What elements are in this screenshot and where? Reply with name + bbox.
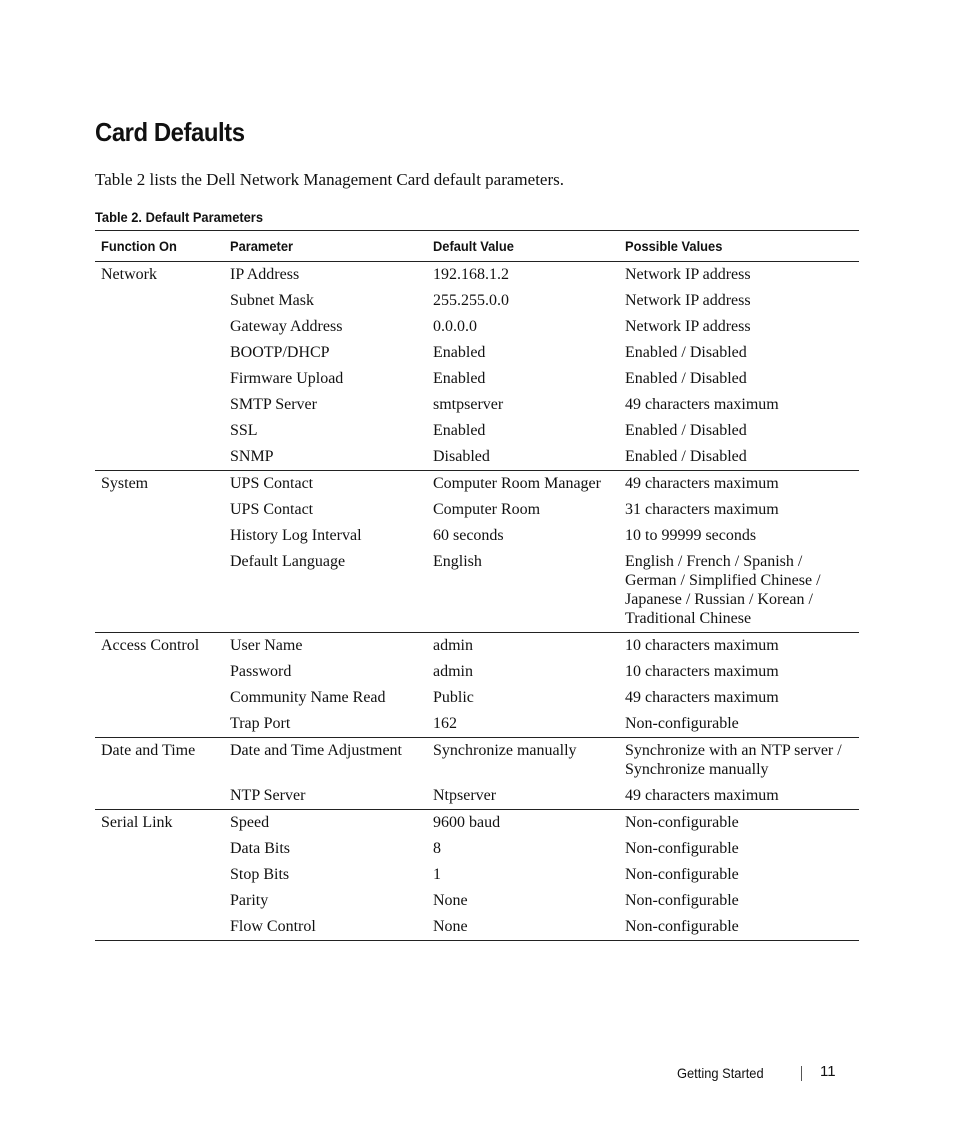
cell-default-value: 255.255.0.0 bbox=[433, 292, 509, 309]
cell-default-value: None bbox=[433, 892, 468, 909]
cell-default-value: Enabled bbox=[433, 422, 486, 439]
cell-default-value: 1 bbox=[433, 866, 441, 883]
header-label: Default Value bbox=[433, 238, 514, 254]
cell-function bbox=[95, 549, 224, 633]
table-row bbox=[95, 340, 859, 366]
cell-possible-values: Enabled / Disabled bbox=[625, 370, 747, 387]
cell-parameter: Community Name Read bbox=[230, 689, 386, 706]
cell-function bbox=[95, 685, 224, 711]
table-row bbox=[95, 444, 859, 471]
cell-function bbox=[95, 418, 224, 444]
cell-parameter: Stop Bits bbox=[230, 866, 290, 883]
cell-parameter: NTP Server bbox=[224, 783, 427, 810]
table-row bbox=[95, 659, 859, 685]
cell-parameter: Default Language bbox=[224, 549, 427, 633]
cell-function bbox=[95, 836, 224, 862]
cell-parameter: IP Address bbox=[230, 266, 300, 283]
cell-possible-values: Enabled / Disabled bbox=[625, 422, 747, 439]
table-row bbox=[95, 862, 859, 888]
cell-parameter: Gateway Address bbox=[230, 318, 343, 335]
cell-default-value: 8 bbox=[433, 840, 441, 857]
cell-function bbox=[95, 862, 224, 888]
cell-possible-values: Synchronize with an NTP server / Synchronize manually bbox=[625, 742, 842, 778]
table-row bbox=[95, 738, 859, 784]
cell-parameter: Flow Control bbox=[224, 914, 427, 941]
cell-function bbox=[95, 783, 224, 810]
cell-parameter: SSL bbox=[230, 422, 258, 439]
table-row bbox=[95, 523, 859, 549]
cell-function bbox=[95, 888, 224, 914]
cell-parameter: Speed bbox=[230, 814, 270, 831]
cell-function bbox=[95, 288, 224, 314]
cell-default-value: smtpserver bbox=[433, 396, 504, 413]
cell-default-value: None bbox=[427, 914, 619, 941]
cell-function: Serial Link bbox=[101, 814, 173, 831]
table-row bbox=[95, 392, 859, 418]
cell-function bbox=[95, 340, 224, 366]
cell-possible-values: Non-configurable bbox=[625, 840, 739, 857]
cell-default-value: Ntpserver bbox=[427, 783, 619, 810]
cell-parameter: Date and Time Adjustment bbox=[230, 742, 402, 759]
cell-parameter: Password bbox=[230, 663, 292, 680]
table-row bbox=[95, 810, 859, 837]
cell-possible-values: Non-configurable bbox=[625, 814, 739, 831]
cell-function: System bbox=[101, 475, 149, 492]
cell-possible-values: Non-configurable bbox=[625, 892, 739, 909]
table-row bbox=[95, 711, 859, 738]
default-parameters-table bbox=[95, 230, 859, 941]
table-row bbox=[95, 633, 859, 660]
cell-possible-values: English / French / Spanish / German / Simplified Chinese / Japanese / Russian / Korean / Traditional Chinese bbox=[619, 549, 859, 633]
cell-function bbox=[95, 659, 224, 685]
cell-function bbox=[95, 497, 224, 523]
cell-possible-values: 49 characters maximum bbox=[625, 689, 779, 706]
cell-possible-values: Non-configurable bbox=[625, 866, 739, 883]
cell-possible-values: 49 characters maximum bbox=[625, 475, 779, 492]
cell-possible-values: Network IP address bbox=[625, 318, 751, 335]
cell-possible-values: Enabled / Disabled bbox=[619, 444, 859, 471]
table-row bbox=[95, 497, 859, 523]
cell-parameter: Firmware Upload bbox=[230, 370, 344, 387]
cell-function bbox=[95, 523, 224, 549]
table-row bbox=[95, 888, 859, 914]
page-number: 11 bbox=[820, 1063, 836, 1080]
cell-possible-values: Enabled / Disabled bbox=[625, 344, 747, 361]
cell-default-value: Enabled bbox=[433, 370, 486, 387]
cell-possible-values: Network IP address bbox=[625, 292, 751, 309]
cell-default-value: Disabled bbox=[427, 444, 619, 471]
cell-possible-values: 10 to 99999 seconds bbox=[625, 527, 757, 544]
cell-function: Access Control bbox=[101, 637, 200, 654]
footer-section-title: Getting Started bbox=[677, 1065, 764, 1081]
table-row bbox=[95, 418, 859, 444]
header-label: Parameter bbox=[230, 238, 294, 254]
cell-possible-values: 10 characters maximum bbox=[625, 637, 779, 654]
cell-parameter: Trap Port bbox=[224, 711, 427, 738]
table-body bbox=[95, 262, 859, 941]
intro-paragraph: Table 2 lists the Dell Network Management Card default parameters. bbox=[95, 170, 564, 189]
header-function-on bbox=[95, 231, 224, 262]
table-row bbox=[95, 783, 859, 810]
cell-parameter: Data Bits bbox=[230, 840, 290, 857]
cell-function bbox=[95, 711, 224, 738]
table-row bbox=[95, 288, 859, 314]
cell-possible-values: 10 characters maximum bbox=[625, 663, 779, 680]
cell-default-value: Computer Room Manager bbox=[433, 475, 601, 492]
cell-parameter: History Log Interval bbox=[230, 527, 362, 544]
cell-default-value: Public bbox=[433, 689, 474, 706]
cell-function bbox=[95, 392, 224, 418]
header-label: Function On bbox=[101, 238, 177, 254]
table-row bbox=[95, 914, 859, 941]
table-row bbox=[95, 314, 859, 340]
page-title: Card Defaults bbox=[95, 117, 245, 147]
cell-default-value: 162 bbox=[427, 711, 619, 738]
cell-function: Date and Time bbox=[101, 742, 196, 759]
table-header bbox=[95, 231, 859, 262]
cell-parameter: SNMP bbox=[224, 444, 427, 471]
table-header-row bbox=[95, 231, 859, 262]
cell-parameter: UPS Contact bbox=[230, 501, 314, 518]
header-label: Possible Values bbox=[625, 238, 723, 254]
cell-parameter: Parity bbox=[230, 892, 269, 909]
cell-possible-values: Non-configurable bbox=[619, 914, 859, 941]
header-parameter bbox=[224, 231, 427, 262]
cell-default-value: Enabled bbox=[433, 344, 486, 361]
cell-possible-values: 31 characters maximum bbox=[625, 501, 779, 518]
cell-default-value: Synchronize manually bbox=[433, 742, 577, 759]
cell-default-value: 0.0.0.0 bbox=[433, 318, 477, 335]
header-default-value bbox=[427, 231, 619, 262]
table-row bbox=[95, 471, 859, 498]
cell-default-value: 9600 baud bbox=[433, 814, 501, 831]
cell-possible-values: Network IP address bbox=[625, 266, 751, 283]
header-possible-values bbox=[619, 231, 859, 262]
cell-possible-values: Non-configurable bbox=[619, 711, 859, 738]
cell-default-value: admin bbox=[433, 637, 473, 654]
cell-function bbox=[95, 366, 224, 392]
cell-possible-values: 49 characters maximum bbox=[625, 396, 779, 413]
cell-function: Network bbox=[101, 266, 157, 283]
table-row bbox=[95, 549, 859, 633]
table-row bbox=[95, 836, 859, 862]
footer-divider bbox=[801, 1066, 802, 1081]
table-row bbox=[95, 262, 859, 289]
table-caption: Table 2. Default Parameters bbox=[95, 209, 264, 225]
cell-parameter: User Name bbox=[230, 637, 303, 654]
cell-default-value: 60 seconds bbox=[433, 527, 504, 544]
cell-parameter: UPS Contact bbox=[230, 475, 314, 492]
table-row bbox=[95, 366, 859, 392]
cell-default-value: Computer Room bbox=[433, 501, 541, 518]
cell-function bbox=[95, 914, 224, 941]
table-row bbox=[95, 685, 859, 711]
cell-default-value: 192.168.1.2 bbox=[433, 266, 509, 283]
cell-default-value: English bbox=[427, 549, 619, 633]
cell-possible-values: 49 characters maximum bbox=[619, 783, 859, 810]
cell-parameter: BOOTP/DHCP bbox=[230, 344, 330, 361]
cell-function bbox=[95, 444, 224, 471]
cell-function bbox=[95, 314, 224, 340]
cell-parameter: SMTP Server bbox=[230, 396, 317, 413]
cell-parameter: Subnet Mask bbox=[230, 292, 314, 309]
cell-default-value: admin bbox=[433, 663, 473, 680]
